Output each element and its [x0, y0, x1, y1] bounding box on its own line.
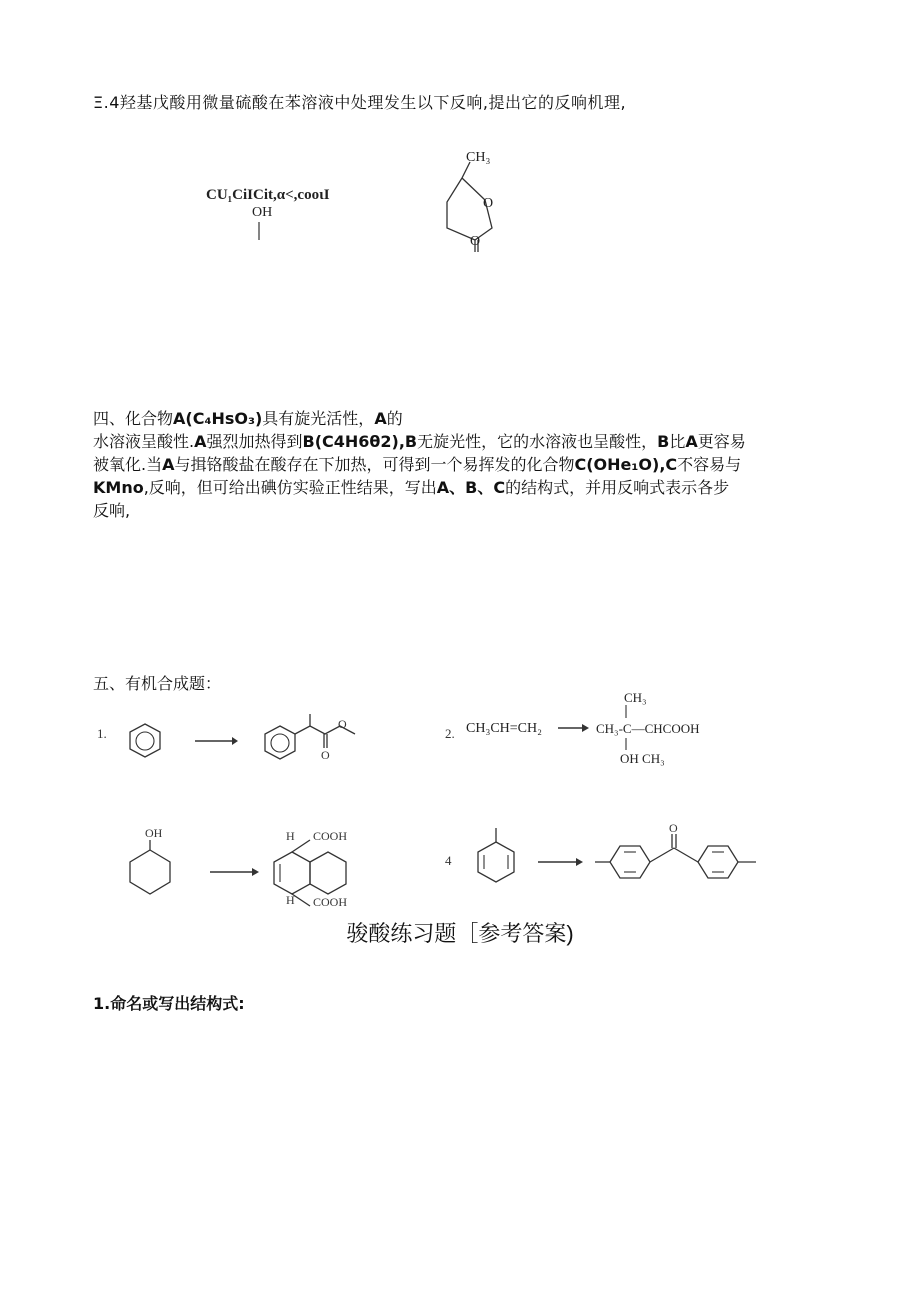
ketone-oxygen-label: O: [669, 821, 678, 835]
ester-oxygen-label: O: [338, 717, 347, 731]
product-2-substituents: OH CH₃: [620, 751, 665, 766]
ring-oxygen-label: O: [483, 196, 494, 211]
question-4-paragraph: 四、化合物A(C₄HsO₃)具有旋光活性，A的 水溶液呈酸性.A强烈加热得到B(C4H6θ2),B无旋光性，它的水溶液也呈酸性，B比A更容易 被氧化.当A与揖铬酸盐在酸存在下加热，可得到一个易挥发的化合物C(OHe₁O),C不容易与 KMno,反响，但可给出碘仿实验正性结果，写出A、B、C的结构式，并用反响式表示各步 反响,: [93, 409, 746, 520]
ester-carbonyl-label: O: [321, 748, 330, 762]
naming-question: 1.命名或写出结构式:: [93, 994, 245, 1013]
hydroxy-label: OH: [252, 205, 273, 220]
bottom-hydrogen-label: H: [286, 893, 295, 907]
carbonyl-oxygen-label: O: [470, 234, 481, 249]
hydroxy-acid-formula: CU₁CiICit,α<,cooɩI: [206, 187, 330, 203]
synthesis-1-number: 1.: [97, 726, 107, 741]
product-2-top-methyl: CH₃: [624, 690, 647, 705]
question-3-text: Ξ.4羟基戊酸用微量硫酸在苯溶液中处理发生以下反响,提出它的反响机理,: [93, 93, 627, 112]
propene-formula: CH₃CH=CH₂: [466, 721, 543, 736]
synthesis-2-arrow: [556, 718, 592, 738]
synthesis-2-number: 2.: [445, 726, 455, 741]
synthesis-4-number: 4: [445, 853, 452, 868]
top-cooh-label: COOH: [313, 829, 348, 843]
ring-methyl-label: CH₃: [466, 150, 491, 165]
section-5-title: 五、有机合成题：: [93, 674, 222, 693]
cyclohexanol-oh-label: OH: [145, 826, 163, 840]
product-2-formula: CH₃-C—CHCOOH: [596, 721, 700, 736]
synthesis-4-scheme: [460, 808, 770, 892]
answers-title: 骏酸练习题［参考答案): [346, 921, 574, 946]
top-hydrogen-label: H: [286, 829, 295, 843]
hydroxy-bond: [250, 220, 270, 244]
bottom-cooh-label: COOH: [313, 895, 348, 909]
synthesis-1-scheme: [120, 712, 360, 772]
